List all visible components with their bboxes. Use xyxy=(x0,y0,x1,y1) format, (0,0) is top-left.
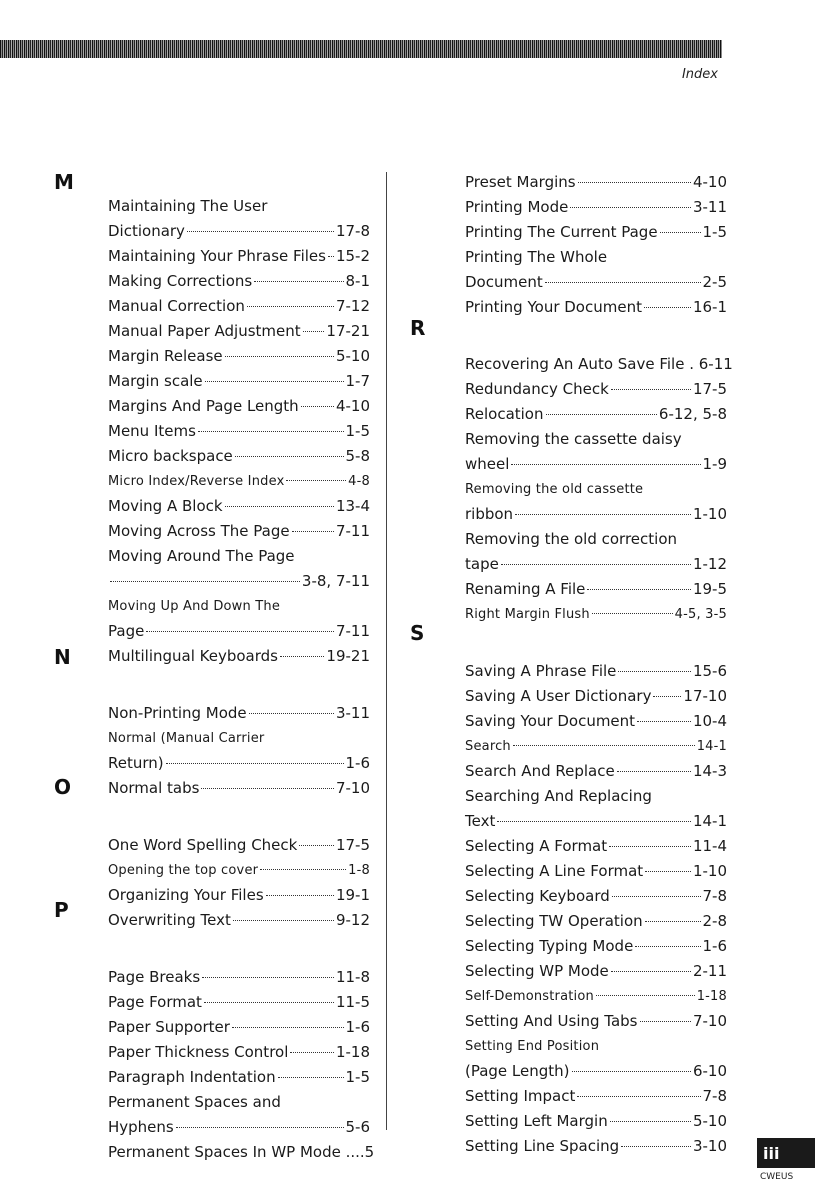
entry-text: Opening the top cover xyxy=(108,863,259,878)
entry-text: Dictionary xyxy=(108,222,185,240)
index-entry xyxy=(108,908,370,933)
dot-leader xyxy=(609,846,691,847)
dot-leader xyxy=(511,464,700,465)
index-group-r xyxy=(465,352,733,627)
index-entry xyxy=(465,220,727,245)
index-entry xyxy=(465,659,727,684)
entry-page: 3-10 xyxy=(692,1137,727,1155)
entry-text: Selecting A Format xyxy=(465,837,608,855)
entry-page: 1-8 xyxy=(348,863,370,878)
index-entry xyxy=(465,602,727,627)
index-entry xyxy=(108,1015,370,1040)
dot-leader xyxy=(292,531,334,532)
dot-leader xyxy=(640,1021,691,1022)
entry-page: 17-21 xyxy=(326,322,370,340)
index-entry: Searching And Replacing xyxy=(465,787,652,805)
dot-leader xyxy=(578,182,691,183)
entry-text: Manual Correction xyxy=(108,297,245,315)
dot-leader xyxy=(610,1121,691,1122)
entry-page: 1-10 xyxy=(692,505,727,523)
entry-text: Paper Thickness Control xyxy=(108,1043,289,1061)
entry-text: Non-Printing Mode xyxy=(108,704,247,722)
entry-page: 11-5 xyxy=(335,993,370,1011)
running-head: Index xyxy=(681,67,718,82)
index-entry: Removing the cassette daisy xyxy=(465,430,682,448)
entry-text: Saving Your Document xyxy=(465,712,636,730)
index-group-s xyxy=(465,659,727,1159)
entry-page: 4-10 xyxy=(692,173,727,191)
section-letter-s: S xyxy=(410,621,425,645)
entry-page: 4-8 xyxy=(348,474,370,489)
dot-leader xyxy=(187,231,334,232)
index-entry xyxy=(465,377,727,402)
entry-page: 4-5, 3-5 xyxy=(674,607,727,622)
entry-text: Page Breaks xyxy=(108,968,201,986)
index-entry: Printing The Whole xyxy=(465,248,608,266)
index-entry xyxy=(465,295,727,320)
entry-text: Saving A Phrase File xyxy=(465,662,617,680)
entry-page: 6-12, 5-8 xyxy=(658,405,727,423)
dot-leader xyxy=(249,713,334,714)
entry-text: Margin scale xyxy=(108,372,203,390)
entry-page: 7-11 xyxy=(335,522,370,540)
dot-leader xyxy=(660,232,701,233)
entry-text: Selecting WP Mode xyxy=(465,962,609,980)
index-entry xyxy=(108,619,370,644)
dot-leader xyxy=(266,895,334,896)
dot-leader xyxy=(278,1077,344,1078)
dot-leader xyxy=(198,431,344,432)
entry-text: Text xyxy=(465,812,496,830)
index-entry: Permanent Spaces In WP Mode ....5 xyxy=(108,1143,375,1161)
entry-text: Paragraph Indentation xyxy=(108,1068,276,1086)
dot-leader xyxy=(635,946,700,947)
index-entry: Removing the old correction xyxy=(465,530,677,548)
entry-text: Moving Across The Page xyxy=(108,522,290,540)
entry-page: 7-12 xyxy=(335,297,370,315)
entry-page: 1-6 xyxy=(702,937,727,955)
entry-page: 5-10 xyxy=(692,1112,727,1130)
index-group-p xyxy=(108,965,375,1165)
index-entry xyxy=(108,990,370,1015)
index-entry xyxy=(108,319,370,344)
index-entry: Moving Up And Down The xyxy=(108,599,281,614)
entry-page: 19-5 xyxy=(692,580,727,598)
entry-text: Micro Index/Reverse Index xyxy=(108,474,285,489)
entry-text: Relocation xyxy=(465,405,544,423)
dot-leader xyxy=(280,656,324,657)
dot-leader xyxy=(204,1002,334,1003)
entry-text: Maintaining Your Phrase Files xyxy=(108,247,326,265)
dot-leader xyxy=(618,671,691,672)
index-group-o xyxy=(108,833,370,933)
index-entry xyxy=(108,294,370,319)
index-entry xyxy=(108,419,370,444)
dot-leader xyxy=(570,207,691,208)
index-entry xyxy=(465,1084,727,1109)
entry-text: Selecting Typing Mode xyxy=(465,937,634,955)
entry-text: Preset Margins xyxy=(465,173,576,191)
dot-leader xyxy=(612,896,701,897)
entry-text: Selecting TW Operation xyxy=(465,912,643,930)
entry-text: Search xyxy=(465,739,511,754)
index-entry xyxy=(108,751,370,776)
entry-page: 17-5 xyxy=(335,836,370,854)
entry-text: Printing The Current Page xyxy=(465,223,658,241)
entry-text: tape xyxy=(465,555,499,573)
dot-leader xyxy=(515,514,691,515)
entry-text: Organizing Your Files xyxy=(108,886,264,904)
index-entry xyxy=(465,684,727,709)
entry-page: 17-10 xyxy=(683,687,727,705)
entry-page: 1-18 xyxy=(696,989,727,1004)
entry-text: Return) xyxy=(108,754,164,772)
entry-page: 14-1 xyxy=(696,739,727,754)
index-group-m xyxy=(108,194,370,669)
dot-leader xyxy=(572,1071,691,1072)
index-entry xyxy=(465,884,727,909)
dot-leader xyxy=(301,406,334,407)
index-group-p-cont xyxy=(465,170,727,320)
entry-text: Renaming A File xyxy=(465,580,586,598)
entry-page: 2-5 xyxy=(702,273,727,291)
dot-leader xyxy=(110,581,300,582)
index-entry xyxy=(465,734,727,759)
entry-page: 16-1 xyxy=(692,298,727,316)
dot-leader xyxy=(587,589,691,590)
index-entry: Removing the old cassette xyxy=(465,482,644,497)
index-entry xyxy=(108,394,370,419)
dot-leader xyxy=(254,281,343,282)
index-entry xyxy=(465,984,727,1009)
index-entry xyxy=(465,1059,727,1084)
index-entry xyxy=(108,833,370,858)
entry-text: Printing Mode xyxy=(465,198,569,216)
entry-page: 3-11 xyxy=(692,198,727,216)
dot-leader xyxy=(225,506,334,507)
dot-leader xyxy=(166,763,344,764)
section-letter-p: P xyxy=(54,898,69,922)
dot-leader xyxy=(501,564,691,565)
entry-page: 7-10 xyxy=(335,779,370,797)
entry-text: Selecting A Line Format xyxy=(465,862,644,880)
entry-page: 1-7 xyxy=(345,372,370,390)
entry-text: Menu Items xyxy=(108,422,196,440)
entry-text: Page xyxy=(108,622,145,640)
dot-leader xyxy=(611,389,691,390)
entry-page: 15-2 xyxy=(335,247,370,265)
dot-leader xyxy=(644,307,691,308)
entry-page: 7-11 xyxy=(335,622,370,640)
entry-page: 7-10 xyxy=(692,1012,727,1030)
index-entry xyxy=(108,519,370,544)
entry-page: 1-5 xyxy=(702,223,727,241)
index-entry xyxy=(465,452,727,477)
entry-page: 14-1 xyxy=(692,812,727,830)
index-entry xyxy=(108,344,370,369)
entry-page: 1-18 xyxy=(335,1043,370,1061)
index-entry xyxy=(465,909,727,934)
entry-text: Saving A User Dictionary xyxy=(465,687,652,705)
entry-text: Manual Paper Adjustment xyxy=(108,322,301,340)
entry-text: Moving A Block xyxy=(108,497,223,515)
entry-page: 4-10 xyxy=(335,397,370,415)
section-letter-o: O xyxy=(54,775,72,799)
dot-leader xyxy=(546,414,657,415)
entry-text: Making Corrections xyxy=(108,272,253,290)
index-entry xyxy=(108,1040,370,1065)
dot-leader xyxy=(260,869,346,870)
index-entry xyxy=(465,270,727,295)
index-entry xyxy=(108,444,370,469)
dot-leader xyxy=(611,971,691,972)
dot-leader xyxy=(146,631,334,632)
index-entry xyxy=(108,269,370,294)
dot-leader xyxy=(201,788,334,789)
dot-leader xyxy=(225,356,334,357)
index-entry xyxy=(108,776,370,801)
section-letter-m: M xyxy=(54,170,74,194)
index-entry xyxy=(108,1115,370,1140)
entry-text: Setting And Using Tabs xyxy=(465,1012,638,1030)
index-entry: Moving Around The Page xyxy=(108,547,295,565)
dot-leader xyxy=(328,256,334,257)
index-entry xyxy=(108,1065,370,1090)
dot-leader xyxy=(176,1127,344,1128)
document-code: CWEUS xyxy=(760,1172,794,1182)
index-entry xyxy=(465,502,727,527)
entry-page: 5-8 xyxy=(345,447,370,465)
entry-text: ribbon xyxy=(465,505,514,523)
index-entry xyxy=(465,402,727,427)
index-entry xyxy=(465,170,727,195)
entry-text: Margins And Page Length xyxy=(108,397,299,415)
dot-leader xyxy=(497,821,691,822)
dot-leader xyxy=(247,306,334,307)
entry-text: Micro backspace xyxy=(108,447,233,465)
entry-page: 1-5 xyxy=(345,422,370,440)
index-entry xyxy=(465,759,727,784)
index-entry xyxy=(108,644,370,669)
entry-text: wheel xyxy=(465,455,510,473)
index-entry xyxy=(108,701,370,726)
right-column xyxy=(465,170,733,1159)
entry-page: 1-9 xyxy=(702,455,727,473)
entry-page: 17-5 xyxy=(692,380,727,398)
section-letter-n: N xyxy=(54,645,71,669)
index-group-n xyxy=(108,701,370,801)
entry-page: 11-4 xyxy=(692,837,727,855)
page-number-badge: iii xyxy=(757,1138,815,1168)
index-entry xyxy=(465,709,727,734)
column-divider xyxy=(386,172,387,1130)
entry-text: Paper Supporter xyxy=(108,1018,230,1036)
dot-leader xyxy=(545,282,701,283)
entry-page: 11-8 xyxy=(335,968,370,986)
index-entry: Maintaining The User xyxy=(108,197,268,215)
entry-text: Document xyxy=(465,273,543,291)
index-entry xyxy=(465,1009,727,1034)
index-entry xyxy=(108,883,370,908)
entry-page: 3-8, 7-11 xyxy=(301,572,370,590)
index-entry xyxy=(465,195,727,220)
index-entry xyxy=(465,959,727,984)
entry-page: 6-10 xyxy=(692,1062,727,1080)
dot-leader xyxy=(232,1027,344,1028)
entry-text: Right Margin Flush xyxy=(465,607,590,622)
index-entry xyxy=(108,858,370,883)
entry-page: 5-6 xyxy=(345,1118,370,1136)
entry-page: 3-11 xyxy=(335,704,370,722)
entry-text: Page Format xyxy=(108,993,202,1011)
entry-text: Multilingual Keyboards xyxy=(108,647,278,665)
entry-text: Redundancy Check xyxy=(465,380,609,398)
dot-leader xyxy=(233,920,334,921)
index-entry xyxy=(108,219,370,244)
entry-text: One Word Spelling Check xyxy=(108,836,298,854)
index-entry xyxy=(465,934,727,959)
entry-text: Printing Your Document xyxy=(465,298,642,316)
dot-leader xyxy=(592,613,673,614)
entry-text: Overwriting Text xyxy=(108,911,231,929)
dot-leader xyxy=(645,871,691,872)
entry-text: Setting Left Margin xyxy=(465,1112,608,1130)
entry-text: Setting Impact xyxy=(465,1087,576,1105)
section-letter-r: R xyxy=(410,316,426,340)
index-entry xyxy=(108,569,370,594)
dot-leader xyxy=(290,1052,334,1053)
entry-text: Margin Release xyxy=(108,347,223,365)
index-entry: Normal (Manual Carrier xyxy=(108,731,265,746)
dot-leader xyxy=(596,995,695,996)
entry-page: 9-12 xyxy=(335,911,370,929)
dot-leader xyxy=(299,845,334,846)
dot-leader xyxy=(303,331,325,332)
entry-page: 8-1 xyxy=(345,272,370,290)
entry-page: 19-1 xyxy=(335,886,370,904)
dot-leader xyxy=(205,381,344,382)
index-entry xyxy=(108,965,370,990)
index-entry: Recovering An Auto Save File . 6-11 xyxy=(465,355,733,373)
entry-text: Setting Line Spacing xyxy=(465,1137,620,1155)
entry-page: 1-12 xyxy=(692,555,727,573)
entry-text: Selecting Keyboard xyxy=(465,887,610,905)
entry-page: 13-4 xyxy=(335,497,370,515)
index-entry xyxy=(465,577,727,602)
entry-page: 2-11 xyxy=(692,962,727,980)
entry-page: 19-21 xyxy=(326,647,370,665)
index-entry xyxy=(465,834,727,859)
dot-leader xyxy=(653,696,681,697)
dot-leader xyxy=(202,977,334,978)
entry-text: (Page Length) xyxy=(465,1062,570,1080)
index-entry xyxy=(465,859,727,884)
entry-page: 1-10 xyxy=(692,862,727,880)
index-entry xyxy=(108,494,370,519)
index-entry xyxy=(108,244,370,269)
index-entry: Setting End Position xyxy=(465,1039,600,1054)
dot-leader xyxy=(637,721,691,722)
entry-text: Hyphens xyxy=(108,1118,174,1136)
entry-page: 5-10 xyxy=(335,347,370,365)
entry-page: 17-8 xyxy=(335,222,370,240)
dot-leader xyxy=(645,921,701,922)
left-column xyxy=(108,170,375,1165)
entry-text: Normal tabs xyxy=(108,779,200,797)
dot-leader xyxy=(235,456,344,457)
entry-page: 14-3 xyxy=(692,762,727,780)
entry-page: 7-8 xyxy=(702,887,727,905)
index-entry xyxy=(108,469,370,494)
entry-page: 1-5 xyxy=(345,1068,370,1086)
dot-leader xyxy=(513,745,695,746)
entry-page: 1-6 xyxy=(345,754,370,772)
index-entry xyxy=(465,552,727,577)
dot-leader xyxy=(621,1146,691,1147)
index-entry xyxy=(465,1134,727,1159)
entry-page: 7-8 xyxy=(702,1087,727,1105)
entry-text: Search And Replace xyxy=(465,762,615,780)
entry-page: 1-6 xyxy=(345,1018,370,1036)
index-entry: Permanent Spaces and xyxy=(108,1093,281,1111)
index-entry xyxy=(108,369,370,394)
index-entry xyxy=(465,1109,727,1134)
entry-text: Self-Demonstration xyxy=(465,989,594,1004)
header-band xyxy=(0,40,722,58)
dot-leader xyxy=(286,480,346,481)
entry-page: 15-6 xyxy=(692,662,727,680)
entry-page: 2-8 xyxy=(702,912,727,930)
dot-leader xyxy=(577,1096,700,1097)
index-entry xyxy=(465,809,727,834)
entry-page: 10-4 xyxy=(692,712,727,730)
dot-leader xyxy=(617,771,691,772)
